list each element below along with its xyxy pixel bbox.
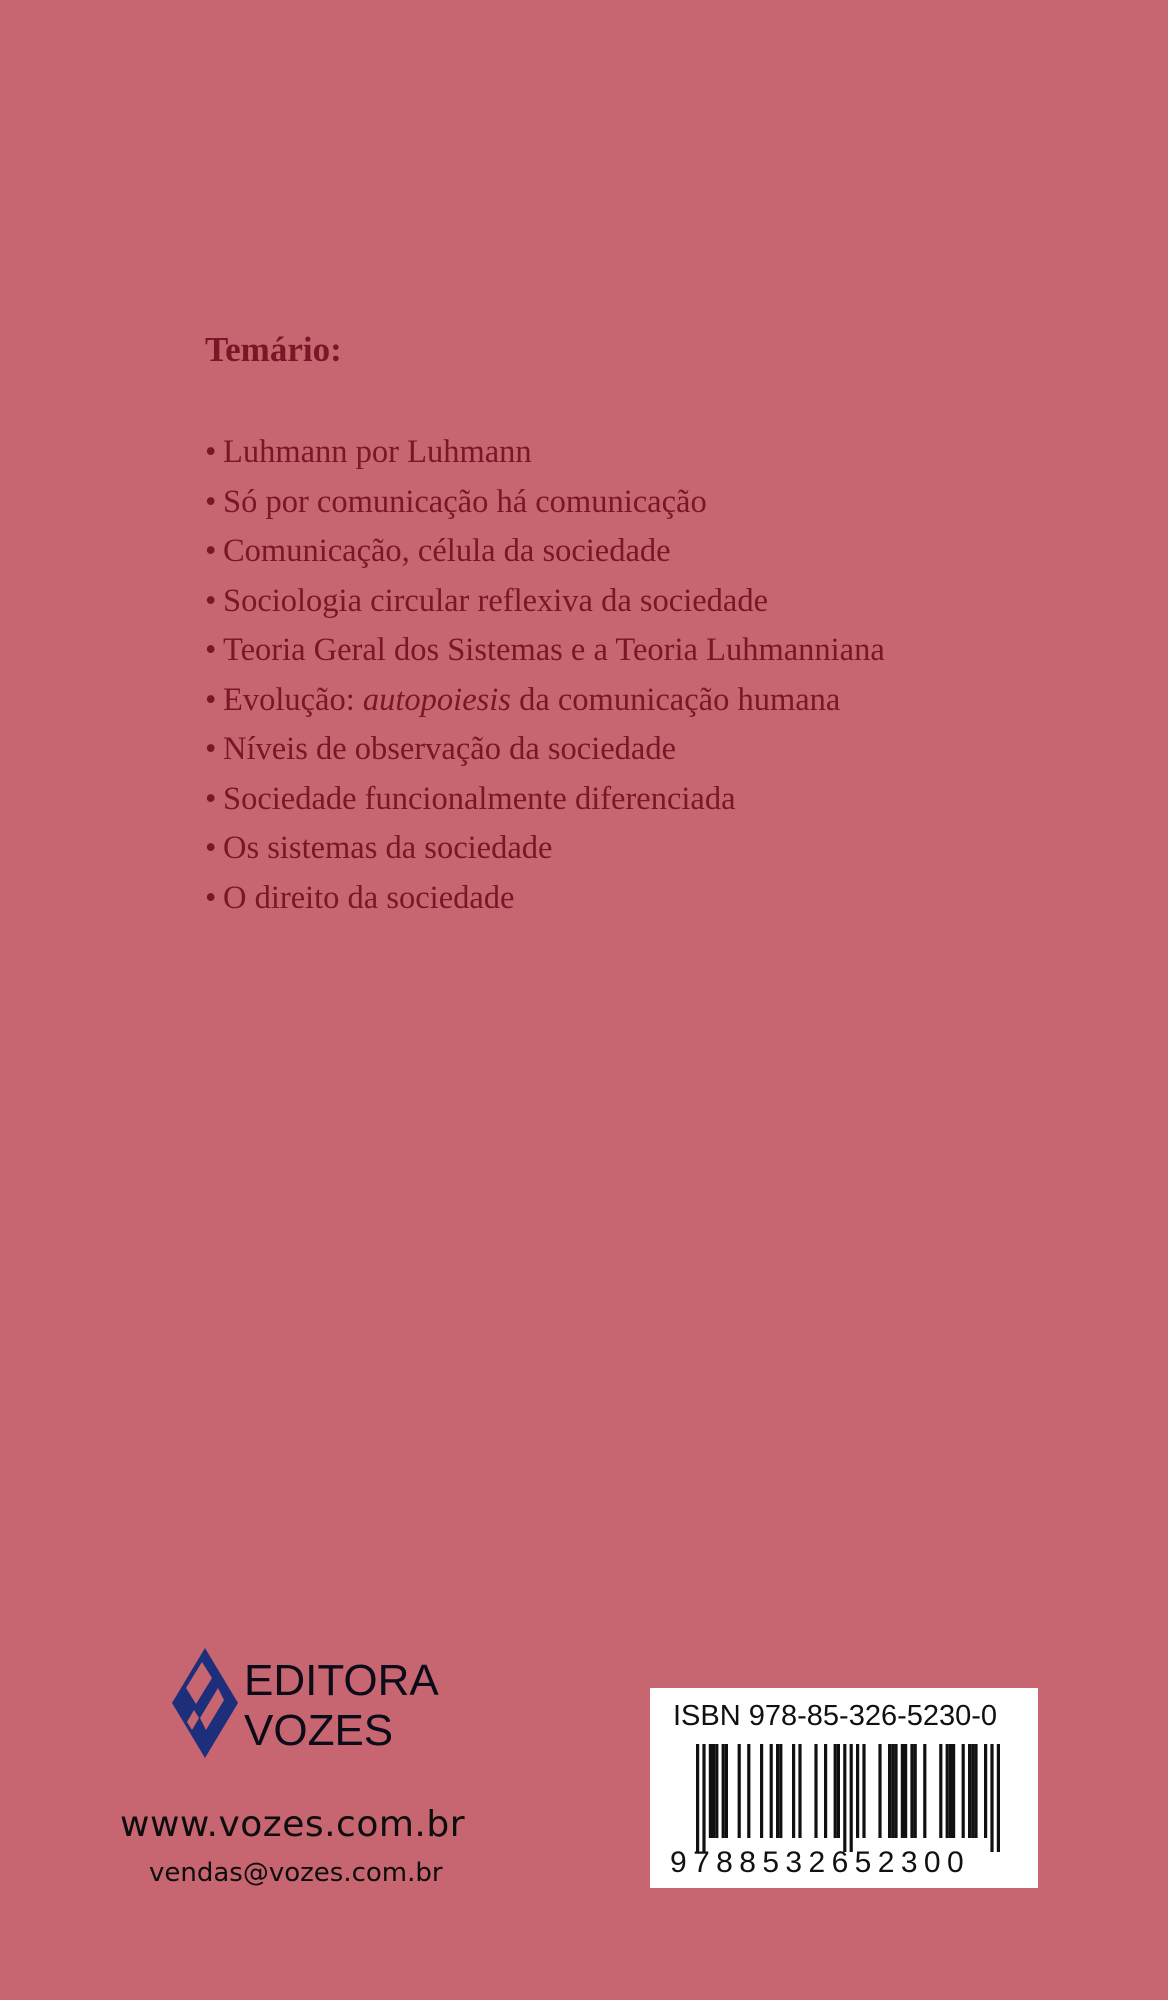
logo-line-1: EDITORA	[244, 1656, 439, 1705]
barcode-bar	[946, 1744, 949, 1838]
topic-text: Níveis de observação da sociedade	[223, 731, 677, 767]
topic-item	[205, 480, 885, 530]
topic-item	[205, 430, 885, 480]
barcode-bar	[901, 1744, 904, 1838]
topic-item	[205, 678, 885, 728]
bullet: •	[205, 483, 217, 520]
publisher-email: vendas@vozes.com.br	[149, 1858, 443, 1888]
bullet: •	[205, 780, 217, 817]
barcode-guard-bar	[702, 1744, 705, 1852]
bullet: •	[205, 731, 217, 767]
barcode-bar	[776, 1744, 779, 1838]
barcode-bar	[878, 1744, 881, 1838]
barcode-bar	[952, 1744, 955, 1838]
publisher-logo	[172, 1648, 472, 1770]
topic-text: Sociedade funcionalmente diferenciada	[223, 780, 736, 817]
barcode-bar	[968, 1744, 971, 1838]
barcode-digits: 9788532652300	[670, 1846, 971, 1879]
topic-text: Teoria Geral dos Sistemas e a Teoria Luhmanniana	[223, 632, 885, 668]
barcode-bar	[824, 1744, 827, 1838]
section-title: Temário:	[205, 330, 342, 369]
barcode-bar	[792, 1744, 795, 1838]
topic-text: O direito da sociedade	[223, 879, 515, 916]
topic-item	[205, 727, 885, 777]
barcode-guard-bar	[843, 1744, 846, 1852]
bullet: •	[205, 632, 217, 668]
bullet: •	[205, 582, 217, 619]
topic-text: Luhmann por Luhmann	[223, 434, 532, 470]
barcode-bar	[715, 1744, 718, 1838]
barcode-bar	[971, 1744, 974, 1838]
isbn-label: ISBN 978-85-326-5230-0	[673, 1700, 998, 1732]
barcode-bar	[747, 1744, 750, 1838]
barcode-bar	[760, 1744, 763, 1838]
bullet: •	[205, 434, 217, 470]
logo-line-2: VOZES	[244, 1706, 394, 1755]
topic-text: Sociologia circular reflexiva da sociedade	[223, 582, 769, 619]
barcode-bar	[709, 1744, 712, 1838]
barcode-bar	[984, 1744, 987, 1838]
barcode-guard-bar	[850, 1744, 853, 1852]
publisher-website: www.vozes.com.br	[120, 1804, 466, 1845]
topic-text-suffix: da comunicação humana	[510, 681, 841, 718]
barcode-bar	[974, 1744, 977, 1838]
barcode-bar	[962, 1744, 965, 1838]
vozes-diamond-logo-icon	[172, 1648, 238, 1758]
topic-item	[205, 876, 885, 926]
topic-text: Só por comunicação há comunicação	[223, 483, 707, 520]
barcode-bar	[725, 1744, 728, 1838]
barcode-bar	[814, 1744, 817, 1838]
topic-item	[205, 529, 885, 579]
barcode-bar	[712, 1744, 715, 1838]
barcode-bar	[923, 1744, 926, 1838]
bullet: •	[205, 830, 217, 866]
barcode-bar	[888, 1744, 891, 1838]
barcode-bar	[904, 1744, 907, 1838]
topic-text: Comunicação, célula da sociedade	[223, 533, 671, 569]
bullet: •	[205, 879, 217, 916]
barcode-bar	[738, 1744, 741, 1838]
barcode-bar	[949, 1744, 952, 1838]
barcode-bar	[722, 1744, 725, 1838]
barcode-guard-bar	[696, 1744, 699, 1852]
bullet: •	[205, 681, 217, 718]
topic-text-italic: autopoiesis	[362, 681, 511, 718]
isbn-barcode-box	[650, 1688, 1038, 1888]
barcode-bar	[939, 1744, 942, 1838]
barcode-bar	[834, 1744, 837, 1838]
barcode-guard-bar	[990, 1744, 993, 1852]
barcode-bar	[910, 1744, 913, 1838]
bullet: •	[205, 533, 217, 569]
barcode-bar	[837, 1744, 840, 1838]
barcode-bar	[914, 1744, 917, 1838]
topic-item	[205, 628, 885, 678]
topic-item	[205, 579, 885, 629]
barcode-bar	[862, 1744, 865, 1838]
barcode-bar	[891, 1744, 894, 1838]
topic-list	[205, 430, 885, 925]
barcode-bar	[798, 1744, 801, 1838]
topic-item	[205, 777, 885, 827]
publisher-logo-text	[244, 1656, 439, 1756]
topic-text: Os sistemas da sociedade	[223, 830, 553, 866]
topic-item	[205, 826, 885, 876]
barcode-bar	[894, 1744, 897, 1838]
topic-text-prefix: Evolução:	[223, 681, 363, 718]
barcode-bar	[779, 1744, 782, 1838]
barcode-guard-bar	[997, 1744, 1000, 1852]
barcode-bar	[770, 1744, 773, 1838]
barcode-bar	[856, 1744, 859, 1838]
